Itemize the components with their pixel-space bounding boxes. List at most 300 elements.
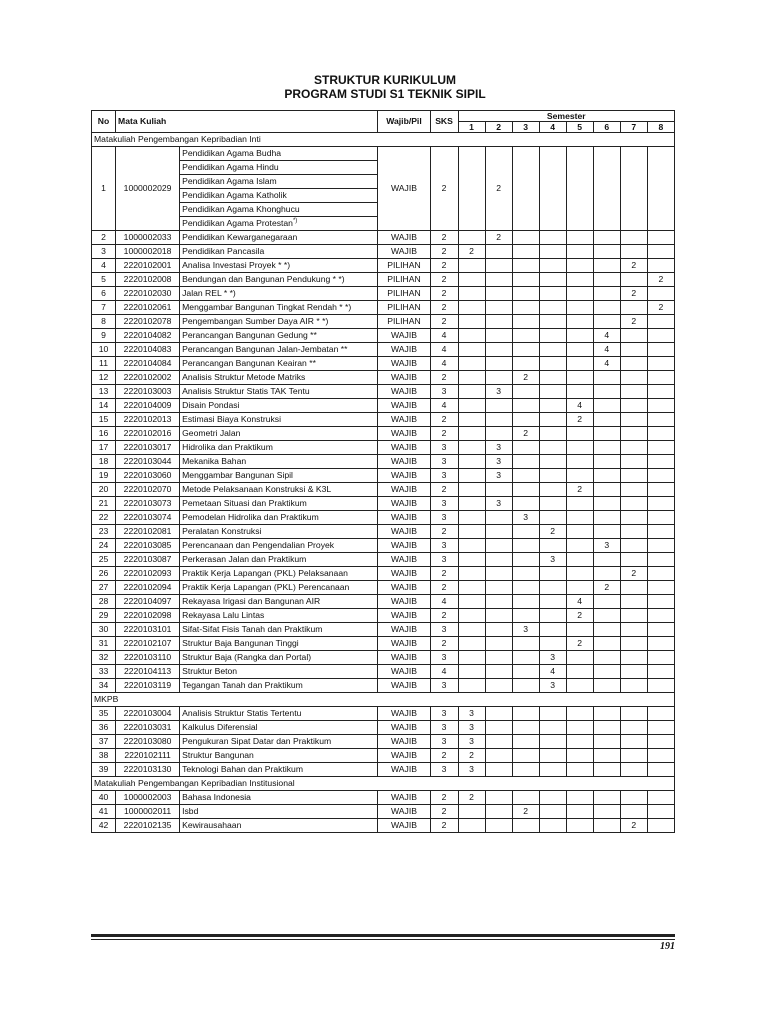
- semester-cell: [620, 343, 647, 357]
- semester-cell: [512, 679, 539, 693]
- semester-cell: 3: [485, 497, 512, 511]
- semester-cell: 3: [485, 455, 512, 469]
- course-name: Disain Pondasi: [180, 399, 378, 413]
- row-no: 38: [92, 749, 116, 763]
- course-name: Pendidikan Pancasila: [180, 245, 378, 259]
- course-sks: 4: [430, 595, 458, 609]
- semester-cell: [485, 413, 512, 427]
- semester-cell: [593, 763, 620, 777]
- course-code: 2220102008: [116, 273, 180, 287]
- semester-cell: [593, 455, 620, 469]
- row-no: 5: [92, 273, 116, 287]
- semester-cell: [647, 455, 674, 469]
- course-type: WAJIB: [378, 343, 430, 357]
- course-type: WAJIB: [378, 763, 430, 777]
- course-code: 1000002029: [116, 147, 180, 231]
- course-name: Struktur Bangunan: [180, 749, 378, 763]
- course-name: Menggambar Bangunan Sipil: [180, 469, 378, 483]
- table-row: [92, 707, 675, 721]
- row-no: 15: [92, 413, 116, 427]
- semester-cell: [647, 245, 674, 259]
- semester-cell: [485, 259, 512, 273]
- header-sks: SKS: [430, 111, 458, 133]
- semester-cell: [539, 791, 566, 805]
- course-code: 2220103073: [116, 497, 180, 511]
- course-name: Perancangan Bangunan Gedung **: [180, 329, 378, 343]
- row-no: 41: [92, 805, 116, 819]
- course-name: Kewirausahaan: [180, 819, 378, 833]
- table-row: [92, 329, 675, 343]
- semester-cell: [566, 385, 593, 399]
- semester-cell: [512, 749, 539, 763]
- course-code: 2220103044: [116, 455, 180, 469]
- course-name: Tegangan Tanah dan Praktikum: [180, 679, 378, 693]
- course-name: Analisis Struktur Metode Matriks: [180, 371, 378, 385]
- course-name: Bahasa Indonesia: [180, 791, 378, 805]
- semester-cell: [512, 595, 539, 609]
- semester-cell: [539, 567, 566, 581]
- semester-cell: [539, 371, 566, 385]
- semester-cell: [458, 805, 485, 819]
- semester-cell: [539, 385, 566, 399]
- course-sks: 3: [430, 721, 458, 735]
- semester-cell: 2: [485, 147, 512, 231]
- course-sks: 2: [430, 805, 458, 819]
- semester-cell: [485, 553, 512, 567]
- semester-cell: [485, 483, 512, 497]
- semester-cell: [647, 665, 674, 679]
- course-type: WAJIB: [378, 553, 430, 567]
- course-type: WAJIB: [378, 441, 430, 455]
- course-sks: 2: [430, 273, 458, 287]
- course-name: Peralatan Konstruksi: [180, 525, 378, 539]
- table-row: [92, 371, 675, 385]
- semester-cell: [512, 385, 539, 399]
- course-type: WAJIB: [378, 385, 430, 399]
- semester-cell: [539, 707, 566, 721]
- table-row: [92, 665, 675, 679]
- semester-cell: [593, 819, 620, 833]
- semester-cell: [539, 259, 566, 273]
- semester-header-2: 2: [485, 122, 512, 133]
- row-no: 22: [92, 511, 116, 525]
- semester-cell: 3: [458, 707, 485, 721]
- course-sks: 3: [430, 553, 458, 567]
- table-row: [92, 539, 675, 553]
- semester-cell: [566, 329, 593, 343]
- semester-header-4: 4: [539, 122, 566, 133]
- semester-cell: [458, 511, 485, 525]
- semester-cell: [566, 469, 593, 483]
- page-title: [0, 73, 770, 101]
- semester-cell: [620, 371, 647, 385]
- semester-cell: [485, 721, 512, 735]
- course-sks: 2: [430, 287, 458, 301]
- row-no: 32: [92, 651, 116, 665]
- semester-cell: [566, 735, 593, 749]
- course-sks: 3: [430, 707, 458, 721]
- course-type: WAJIB: [378, 609, 430, 623]
- row-no: 13: [92, 385, 116, 399]
- course-type: WAJIB: [378, 707, 430, 721]
- semester-cell: [539, 245, 566, 259]
- course-name: Estimasi Biaya Konstruksi: [180, 413, 378, 427]
- semester-cell: [539, 329, 566, 343]
- semester-cell: [512, 147, 539, 231]
- semester-cell: [458, 147, 485, 231]
- course-sks: 2: [430, 581, 458, 595]
- semester-cell: [620, 539, 647, 553]
- course-name: Pengukuran Sipat Datar dan Praktikum: [180, 735, 378, 749]
- semester-cell: [647, 819, 674, 833]
- semester-cell: [512, 609, 539, 623]
- semester-cell: [566, 553, 593, 567]
- semester-cell: [512, 245, 539, 259]
- semester-cell: [593, 721, 620, 735]
- semester-cell: 2: [647, 273, 674, 287]
- semester-cell: [620, 553, 647, 567]
- semester-cell: [485, 763, 512, 777]
- course-type: WAJIB: [378, 791, 430, 805]
- course-name: Perancangan Bangunan Keairan **: [180, 357, 378, 371]
- semester-cell: [593, 651, 620, 665]
- semester-header-7: 7: [620, 122, 647, 133]
- course-sks: 2: [430, 819, 458, 833]
- semester-cell: [593, 427, 620, 441]
- semester-cell: [539, 231, 566, 245]
- semester-cell: [647, 623, 674, 637]
- semester-cell: [647, 763, 674, 777]
- semester-cell: [512, 525, 539, 539]
- course-name: Perkerasan Jalan dan Praktikum: [180, 553, 378, 567]
- semester-cell: [566, 273, 593, 287]
- semester-cell: [620, 707, 647, 721]
- semester-cell: [458, 665, 485, 679]
- row-no: 31: [92, 637, 116, 651]
- semester-cell: 2: [485, 231, 512, 245]
- semester-cell: [647, 749, 674, 763]
- semester-cell: [593, 525, 620, 539]
- footer-rule-thick: [91, 934, 675, 937]
- semester-cell: [620, 455, 647, 469]
- table-row: [92, 637, 675, 651]
- semester-cell: [512, 441, 539, 455]
- course-type: WAJIB: [378, 483, 430, 497]
- row-no: 3: [92, 245, 116, 259]
- semester-cell: [485, 273, 512, 287]
- row-no: 26: [92, 567, 116, 581]
- semester-cell: [566, 819, 593, 833]
- semester-cell: 3: [458, 735, 485, 749]
- course-name: Rekayasa Lalu Lintas: [180, 609, 378, 623]
- course-name: Rekayasa Irigasi dan Bangunan AIR: [180, 595, 378, 609]
- semester-cell: 3: [539, 651, 566, 665]
- table-row: [92, 791, 675, 805]
- semester-cell: [512, 329, 539, 343]
- course-sks: 2: [430, 245, 458, 259]
- semester-cell: [593, 483, 620, 497]
- semester-cell: 2: [647, 301, 674, 315]
- semester-cell: [566, 707, 593, 721]
- semester-cell: [539, 413, 566, 427]
- semester-cell: [512, 567, 539, 581]
- semester-cell: [620, 245, 647, 259]
- semester-cell: [539, 441, 566, 455]
- section-title: Matakuliah Pengembangan Kepribadian Institusional: [92, 777, 675, 791]
- semester-cell: [539, 455, 566, 469]
- semester-cell: [539, 483, 566, 497]
- semester-cell: [485, 735, 512, 749]
- semester-cell: [620, 469, 647, 483]
- semester-cell: [647, 721, 674, 735]
- semester-cell: [593, 441, 620, 455]
- course-code: 2220103074: [116, 511, 180, 525]
- semester-cell: [647, 315, 674, 329]
- row-no: 35: [92, 707, 116, 721]
- semester-cell: [512, 721, 539, 735]
- semester-cell: [566, 497, 593, 511]
- semester-cell: [647, 399, 674, 413]
- semester-cell: [593, 609, 620, 623]
- course-type: WAJIB: [378, 511, 430, 525]
- section-title: Matakuliah Pengembangan Kepribadian Inti: [92, 133, 675, 147]
- table-row: [92, 385, 675, 399]
- semester-cell: [512, 259, 539, 273]
- semester-cell: [647, 637, 674, 651]
- row-no: 16: [92, 427, 116, 441]
- semester-cell: 4: [566, 399, 593, 413]
- row-no: 18: [92, 455, 116, 469]
- course-sks: 3: [430, 763, 458, 777]
- table-row: [92, 819, 675, 833]
- course-type: WAJIB: [378, 147, 430, 231]
- course-name: Kalkulus Diferensial: [180, 721, 378, 735]
- semester-cell: [566, 749, 593, 763]
- course-code: 1000002003: [116, 791, 180, 805]
- semester-cell: 3: [458, 721, 485, 735]
- course-type: WAJIB: [378, 329, 430, 343]
- course-sks: 4: [430, 329, 458, 343]
- course-sks: 2: [430, 427, 458, 441]
- semester-cell: [458, 651, 485, 665]
- course-type: WAJIB: [378, 245, 430, 259]
- title-line-1: STRUKTUR KURIKULUM: [314, 73, 456, 87]
- course-name: Pemodelan Hidrolika dan Praktikum: [180, 511, 378, 525]
- semester-cell: [485, 329, 512, 343]
- table-row: [92, 763, 675, 777]
- semester-cell: [620, 147, 647, 231]
- table-row: [92, 497, 675, 511]
- semester-cell: [566, 679, 593, 693]
- course-sks: 2: [430, 749, 458, 763]
- semester-cell: [566, 567, 593, 581]
- semester-cell: [458, 315, 485, 329]
- semester-cell: [485, 581, 512, 595]
- course-sks: 4: [430, 343, 458, 357]
- semester-cell: [566, 525, 593, 539]
- course-code: 2220102111: [116, 749, 180, 763]
- course-sks: 3: [430, 497, 458, 511]
- row-no: 30: [92, 623, 116, 637]
- semester-cell: [458, 609, 485, 623]
- semester-cell: [593, 231, 620, 245]
- course-code: 2220102094: [116, 581, 180, 595]
- semester-cell: [620, 763, 647, 777]
- semester-cell: [485, 679, 512, 693]
- semester-cell: [566, 665, 593, 679]
- semester-cell: [485, 623, 512, 637]
- semester-cell: [566, 231, 593, 245]
- course-type: PILIHAN: [378, 287, 430, 301]
- semester-cell: [458, 427, 485, 441]
- semester-cell: [458, 469, 485, 483]
- semester-cell: [485, 511, 512, 525]
- course-sks: 3: [430, 651, 458, 665]
- table-row: [92, 525, 675, 539]
- table-row: [92, 511, 675, 525]
- religion-option-label: Pendidikan Agama Islam: [182, 176, 277, 186]
- semester-cell: [620, 805, 647, 819]
- course-type: WAJIB: [378, 679, 430, 693]
- semester-cell: [593, 385, 620, 399]
- semester-cell: 2: [512, 371, 539, 385]
- course-code: 2220103119: [116, 679, 180, 693]
- semester-cell: [566, 371, 593, 385]
- semester-cell: [566, 623, 593, 637]
- course-name: Struktur Baja Bangunan Tinggi: [180, 637, 378, 651]
- semester-cell: [458, 231, 485, 245]
- table-row: [92, 469, 675, 483]
- semester-cell: [620, 749, 647, 763]
- semester-cell: [485, 343, 512, 357]
- semester-cell: [539, 539, 566, 553]
- religion-option: [180, 189, 378, 203]
- semester-cell: [458, 819, 485, 833]
- table-row: [92, 343, 675, 357]
- semester-header-8: 8: [647, 122, 674, 133]
- semester-cell: [485, 427, 512, 441]
- course-code: 1000002033: [116, 231, 180, 245]
- semester-cell: [566, 259, 593, 273]
- semester-cell: [485, 399, 512, 413]
- semester-cell: [512, 343, 539, 357]
- semester-cell: 2: [620, 819, 647, 833]
- row-no: 1: [92, 147, 116, 231]
- semester-cell: [539, 595, 566, 609]
- table-row: [92, 245, 675, 259]
- row-no: 8: [92, 315, 116, 329]
- semester-cell: 4: [566, 595, 593, 609]
- semester-cell: [593, 707, 620, 721]
- course-code: 2220102081: [116, 525, 180, 539]
- course-type: WAJIB: [378, 413, 430, 427]
- semester-cell: 3: [512, 511, 539, 525]
- course-sks: 4: [430, 665, 458, 679]
- course-type: WAJIB: [378, 749, 430, 763]
- course-type: WAJIB: [378, 567, 430, 581]
- table-row-agama: [92, 147, 675, 161]
- course-name: Teknologi Bahan dan Praktikum: [180, 763, 378, 777]
- course-code: 2220103017: [116, 441, 180, 455]
- course-code: 2220103004: [116, 707, 180, 721]
- semester-cell: [512, 553, 539, 567]
- course-type: PILIHAN: [378, 315, 430, 329]
- row-no: 23: [92, 525, 116, 539]
- semester-cell: [539, 511, 566, 525]
- semester-cell: [485, 595, 512, 609]
- row-no: 28: [92, 595, 116, 609]
- row-no: 42: [92, 819, 116, 833]
- semester-cell: [458, 399, 485, 413]
- course-type: PILIHAN: [378, 273, 430, 287]
- semester-cell: [593, 735, 620, 749]
- semester-cell: [485, 371, 512, 385]
- course-code: 2220102030: [116, 287, 180, 301]
- religion-option: [180, 175, 378, 189]
- semester-cell: [458, 357, 485, 371]
- semester-cell: [485, 791, 512, 805]
- semester-cell: [512, 735, 539, 749]
- row-no: 19: [92, 469, 116, 483]
- table-row: [92, 581, 675, 595]
- course-code: 1000002018: [116, 245, 180, 259]
- semester-cell: [593, 623, 620, 637]
- semester-cell: [647, 553, 674, 567]
- semester-cell: [647, 735, 674, 749]
- course-sks: 2: [430, 791, 458, 805]
- row-no: 39: [92, 763, 116, 777]
- table-row: [92, 721, 675, 735]
- row-no: 36: [92, 721, 116, 735]
- semester-cell: [620, 679, 647, 693]
- semester-header-3: 3: [512, 122, 539, 133]
- course-type: WAJIB: [378, 371, 430, 385]
- course-type: WAJIB: [378, 721, 430, 735]
- course-sks: 2: [430, 413, 458, 427]
- semester-cell: [593, 273, 620, 287]
- course-type: WAJIB: [378, 735, 430, 749]
- semester-cell: [620, 665, 647, 679]
- course-code: 2220103080: [116, 735, 180, 749]
- semester-cell: 2: [458, 245, 485, 259]
- semester-cell: [620, 329, 647, 343]
- semester-cell: [620, 413, 647, 427]
- table-row: [92, 287, 675, 301]
- semester-cell: [620, 595, 647, 609]
- course-sks: 3: [430, 511, 458, 525]
- semester-cell: [593, 245, 620, 259]
- course-code: 2220102001: [116, 259, 180, 273]
- semester-cell: [647, 427, 674, 441]
- row-no: 12: [92, 371, 116, 385]
- course-name: Analisis Struktur Statis Tertentu: [180, 707, 378, 721]
- semester-cell: [647, 595, 674, 609]
- semester-cell: [458, 567, 485, 581]
- table-row: [92, 441, 675, 455]
- semester-cell: [512, 637, 539, 651]
- course-type: WAJIB: [378, 357, 430, 371]
- semester-cell: [566, 427, 593, 441]
- semester-cell: [647, 511, 674, 525]
- semester-cell: [647, 581, 674, 595]
- semester-cell: [593, 315, 620, 329]
- semester-cell: [566, 357, 593, 371]
- course-sks: 2: [430, 259, 458, 273]
- course-name: Perencanaan dan Pengendalian Proyek: [180, 539, 378, 553]
- semester-cell: [647, 525, 674, 539]
- course-code: 2220104113: [116, 665, 180, 679]
- course-name: Analisa Investasi Proyek * *): [180, 259, 378, 273]
